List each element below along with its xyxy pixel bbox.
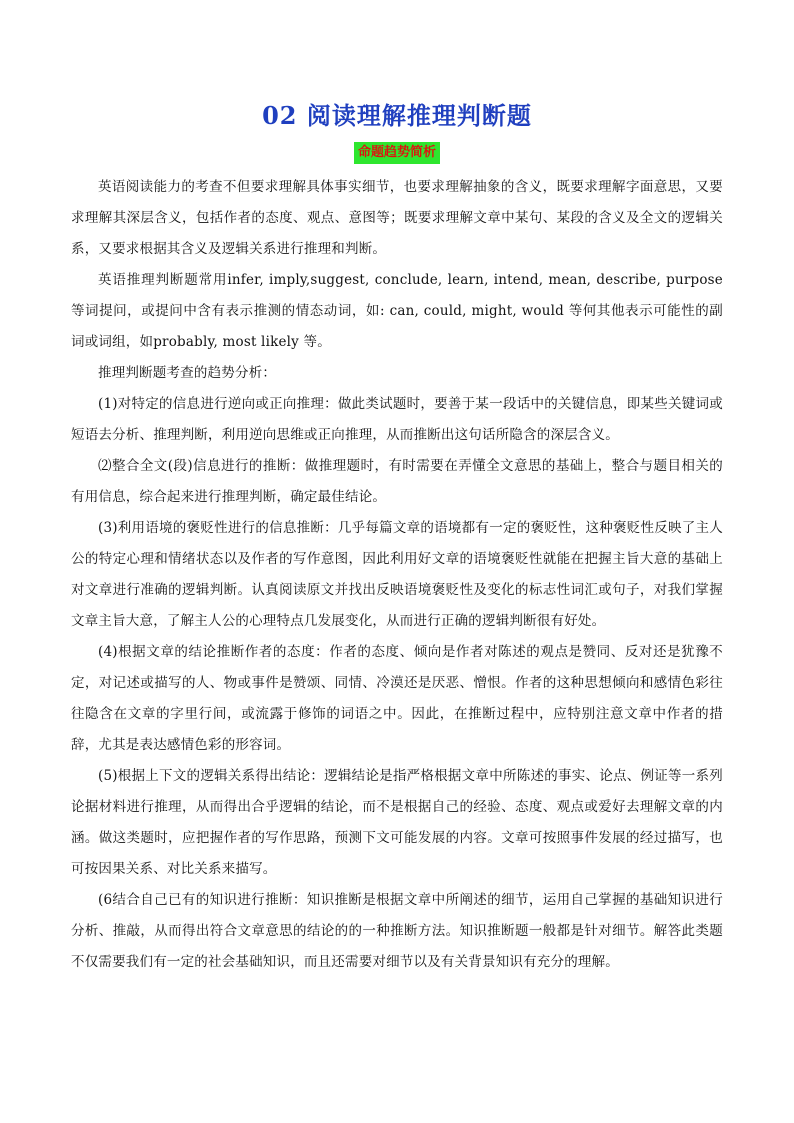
paragraph-point-6: (6结合自己已有的知识进行推断：知识推断是根据文章中所阐述的细节，运用自己掌握的基础知识进行分析、推敲，从而得出符合文章意思的结论的的一种推断方法。知识推断题一般都是针对细节。解答此类题不仅需要我们有一定的社会基础知识，而且还需要对细节以及有关背景知识有充分的理解。: [71, 892, 723, 970]
page-title: 02 阅读理解推理判断题: [262, 101, 532, 130]
section-badge-wrapper: [0, 141, 794, 164]
document-body: [71, 172, 723, 978]
paragraph-point-4: (4)根据文章的结论推断作者的态度：作者的态度、倾向是作者对陈述的观点是赞同、反对还是犹豫不定，对记述或描写的人、物或事件是赞颂、同情、冷漠还是厌恶、憎恨。作者的这种思想倾向和感情色彩往往隐含在文章的字里行间，或流露于修饰的词语之中。因此，在推断过程中，应特别注意文章中作者的措辞，尤其是表达感情色彩的形容词。: [71, 644, 723, 753]
paragraph-intro: 英语阅读能力的考查不但要求理解具体事实细节，也要求理解抽象的含义，既要求理解字面意思，又要求理解其深层含义，包括作者的态度、观点、意图等；既要求理解文章中某句、某段的含义及全文的逻辑关系，又要求根据其含义及逻辑关系进行推理和判断。: [71, 179, 723, 257]
paragraph-point-2: ⑵整合全文(段)信息进行的推断：做推理题时，有时需要在弄懂全文意思的基础上，整合与题目相关的有用信息，综合起来进行推理判断，确定最佳结论。: [71, 458, 723, 505]
paragraph-question-words: 英语推理判断题常用infer, imply,suggest, conclude, learn, intend, mean, describe, purpose等词提问，或提问中含有表示推测的情态动词，如: can, could, might, would 等何其他表示可能性的副词或词组，如probably, most likely 等。: [71, 272, 723, 350]
section-badge: 命题趋势简析: [354, 142, 440, 164]
paragraph-point-1: (1)对特定的信息进行逆向或正向推理：做此类试题时，要善于某一段话中的关键信息，即某些关键词或短语去分析、推理判断，利用逆向思维或正向推理，从而推断出这句话所隐含的深层含义。: [71, 396, 723, 443]
paragraph-point-5: (5)根据上下文的逻辑关系得出结论：逻辑结论是指严格根据文章中所陈述的事实、论点、例证等一系列论据材料进行推理，从而得出合乎逻辑的结论，而不是根据自己的经验、态度、观点或爱好去理解文章的内涵。做这类题时，应把握作者的写作思路，预测下文可能发展的内容。文章可按照事件发展的经过描写，也可按因果关系、对比关系来描写。: [71, 768, 723, 877]
paragraph-trend-heading: 推理判断题考查的趋势分析：: [98, 365, 277, 381]
paragraph-point-3: (3)利用语境的褒贬性进行的信息推断：几乎每篇文章的语境都有一定的褒贬性，这种褒贬性反映了主人公的特定心理和情绪状态以及作者的写作意图，因此利用好文章的语境褒贬性就能在把握主旨大意的基础上对文章进行准确的逻辑判断。认真阅读原文并找出反映语境褒贬性及变化的标志性词汇或句子，对我们掌握文章主旨大意，了解主人公的心理特点几发展变化，从而进行正确的逻辑判断很有好处。: [71, 520, 723, 629]
